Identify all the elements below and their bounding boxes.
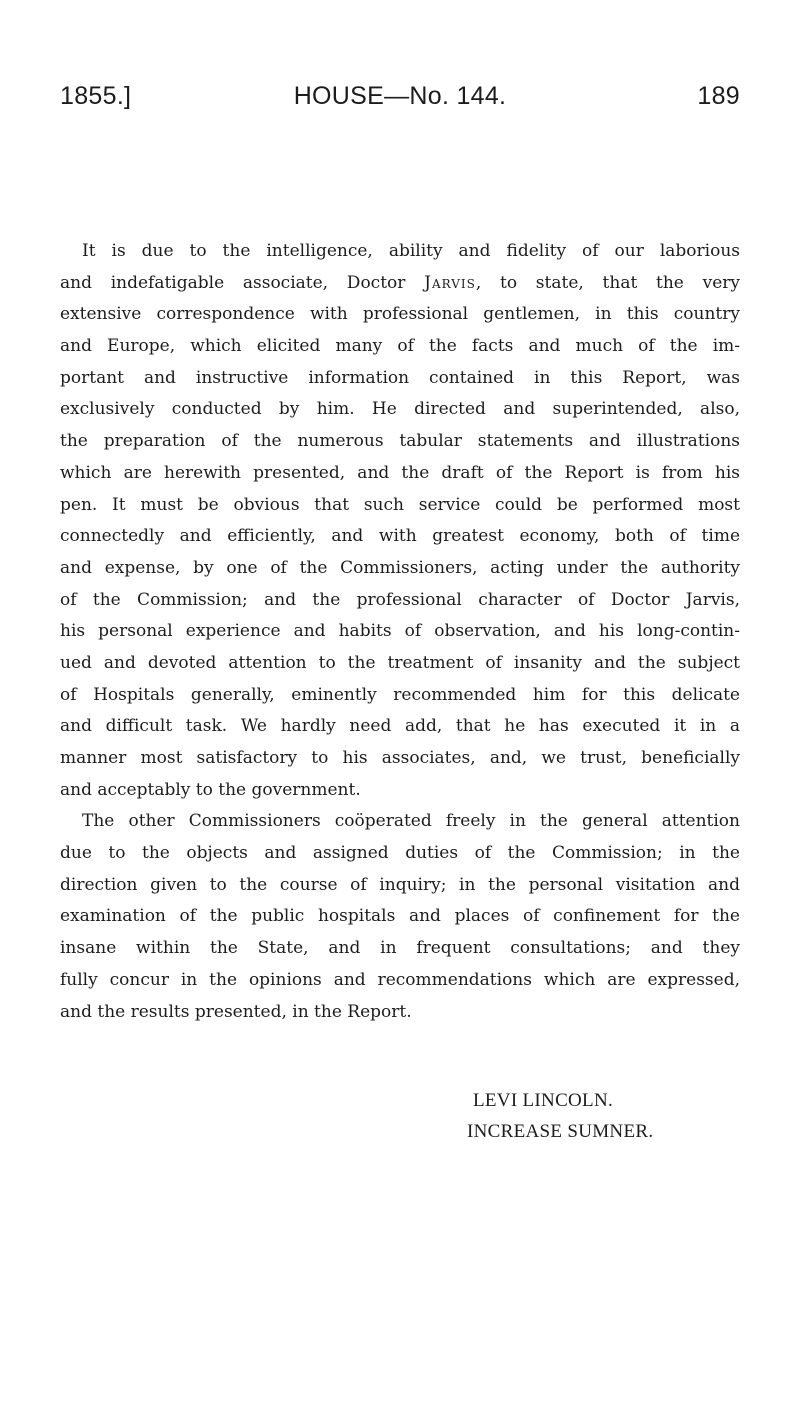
paragraph-line: extensive correspondence with professional gentlemen, in this country: [60, 304, 740, 325]
signature-levi-lincoln: LEVI LINCOLN.: [473, 1090, 614, 1111]
paragraph-line: due to the objects and assigned duties of the Commission; in the: [60, 843, 740, 864]
paragraph-line: [60, 268, 740, 300]
paragraph-line: and difficult task. We hardly need add, that he has executed it in a: [60, 716, 740, 737]
paragraph-line: of Hospitals generally, eminently recommended him for this delicate: [60, 684, 740, 705]
line-text: and indefatigable associate, Doctor: [60, 272, 425, 293]
paragraph-line: pen. It must be obvious that such service could be performed most: [60, 494, 740, 515]
paragraph-line: which are herewith presented, and the draft of the Report is from his: [60, 462, 740, 483]
paragraph-line: and the results presented, in the Report.: [60, 1001, 412, 1022]
paragraph-line: The other Commissioners coöperated freely in the general attention: [82, 811, 740, 832]
paragraph-line: ued and devoted attention to the treatment of insanity and the subject: [60, 652, 740, 673]
paragraph-line: It is due to the intelligence, ability and fidelity of our laborious: [82, 241, 740, 261]
paragraph-line: of the Commission; and the professional character of Doctor Jarvis,: [60, 589, 740, 610]
header-year: 1855.]: [60, 82, 132, 110]
paragraph-line: direction given to the course of inquiry; in the personal visitation and: [60, 874, 740, 895]
paragraph-line: exclusively conducted by him. He directed and superintended, also,: [60, 399, 740, 420]
page-number: 189: [697, 82, 740, 110]
report-body: [60, 236, 740, 1028]
signature-increase-sumner: INCREASE SUMNER.: [467, 1121, 654, 1142]
paragraph-line: insane within the State, and in frequent consultations; and they: [60, 938, 740, 959]
paragraph-line: the preparation of the numerous tabular statements and illustrations: [60, 431, 740, 452]
paragraph-line: manner most satisfactory to his associates, and, we trust, beneficially: [60, 748, 740, 768]
paragraph-2: [60, 806, 740, 1028]
paragraph-1: [60, 236, 740, 806]
paragraph-line: and Europe, which elicited many of the facts and much of the im-: [60, 336, 740, 357]
name-jarvis: Jarvis: [424, 272, 476, 293]
header-title: HOUSE—No. 144.: [293, 82, 507, 110]
paragraph-line: his personal experience and habits of observation, and his long-contin-: [60, 621, 740, 642]
line-text: , to state, that the very: [475, 272, 740, 293]
paragraph-line: examination of the public hospitals and places of confinement for the: [60, 906, 740, 927]
paragraph-line: and acceptably to the government.: [60, 779, 361, 800]
paragraph-line: and expense, by one of the Commissioners, acting under the authority: [60, 557, 740, 578]
paragraph-line: connectedly and efficiently, and with greatest economy, both of time: [60, 526, 740, 547]
page-header: [60, 82, 740, 122]
paragraph-line: portant and instructive information contained in this Report, was: [60, 367, 740, 388]
paragraph-line: fully concur in the opinions and recommendations which are expressed,: [60, 969, 740, 990]
signature-block: [467, 1085, 654, 1147]
